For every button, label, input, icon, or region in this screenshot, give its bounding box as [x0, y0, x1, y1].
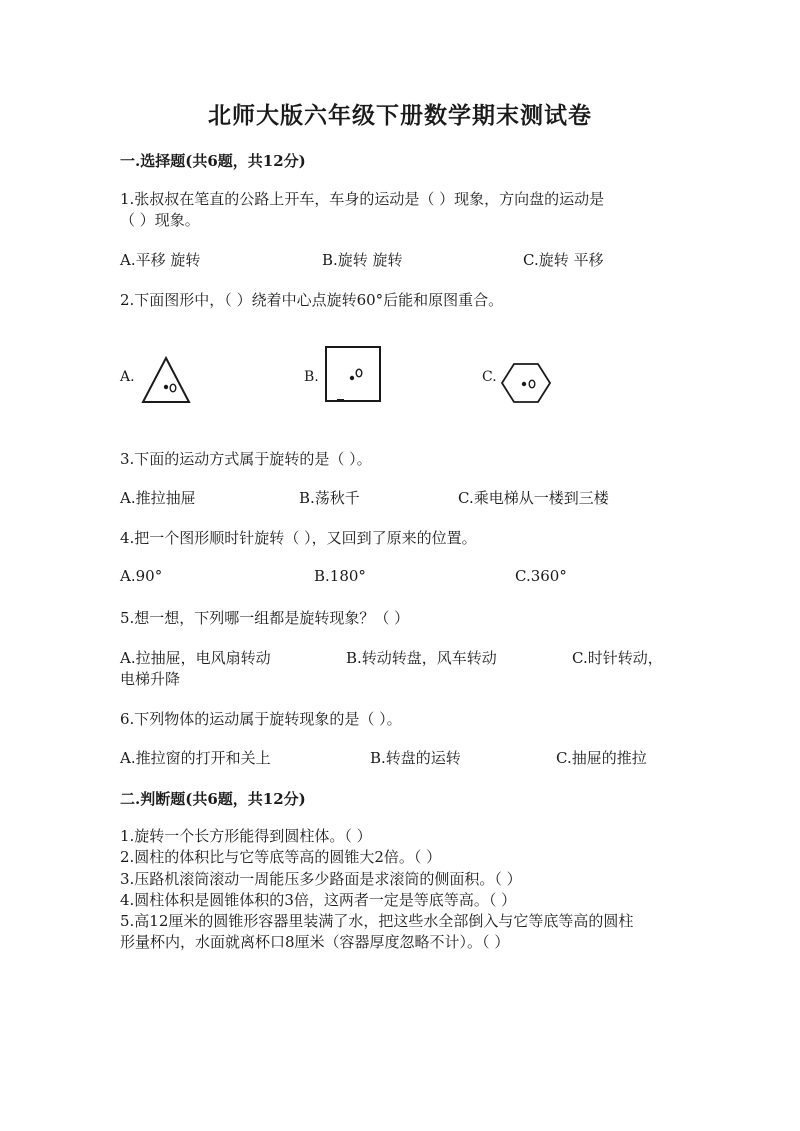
section-heading-judgement: 二.判断题(共6题，共12分): [120, 790, 306, 808]
question-1-text-cont: （ ）现象。: [120, 211, 200, 229]
question-5-option-a[interactable]: A.拉抽屉，电风扇转动: [120, 649, 271, 667]
question-6-option-b[interactable]: B.转盘的运转: [370, 749, 461, 767]
judgement-line-5: 5.高12厘米的圆锥形容器里装满了水，把这些水全部倒入与它等底等高的圆柱: [120, 912, 634, 930]
triangle-figure-icon: [140, 355, 192, 405]
judgement-line-2: 2.圆柱的体积比与它等底等高的圆锥大2倍。（ ）: [120, 848, 442, 866]
question-5-option-c[interactable]: C.时针转动，: [572, 649, 663, 667]
question-3-option-c[interactable]: C.乘电梯从一楼到三楼: [458, 489, 609, 507]
question-1-text: 1.张叔叔在笔直的公路上开车，车身的运动是（ ）现象，方向盘的运动是: [120, 190, 605, 208]
page-title: 北师大版六年级下册数学期末测试卷: [208, 102, 592, 129]
question-6-option-c[interactable]: C.抽屉的推拉: [556, 749, 647, 767]
question-5-option-b[interactable]: B.转动转盘，风车转动: [346, 649, 497, 667]
question-2-option-c[interactable]: C.: [482, 369, 497, 385]
question-3-text: 3.下面的运动方式属于旋转的是（ ）。: [120, 450, 372, 468]
question-5-text: 5.想一想，下列哪一组都是旋转现象？（ ）: [120, 609, 410, 627]
question-1-option-c[interactable]: C.旋转 平移: [523, 251, 604, 269]
square-figure-icon: [323, 345, 383, 405]
hexagon-figure-icon: [500, 362, 552, 404]
judgement-line-5-cont: 形量杯内，水面就离杯口8厘米（容器厚度忽略不计）。（ ）: [120, 933, 510, 951]
judgement-line-4: 4.圆柱体积是圆锥体积的3倍，这两者一定是等底等高。（ ）: [120, 891, 517, 909]
question-3-option-a[interactable]: A.推拉抽屉: [120, 489, 196, 507]
question-4-option-b[interactable]: B.180°: [314, 567, 366, 585]
question-6-text: 6.下列物体的运动属于旋转现象的是（ ）。: [120, 710, 402, 728]
question-4-option-a[interactable]: A.90°: [120, 567, 163, 585]
question-1-option-b[interactable]: B.旋转 旋转: [322, 251, 403, 269]
question-4-option-c[interactable]: C.360°: [515, 567, 567, 585]
question-2-option-b[interactable]: B.: [304, 369, 319, 385]
question-6-option-a[interactable]: A.推拉窗的打开和关上: [120, 749, 271, 767]
question-4-text: 4.把一个图形顺时针旋转（ ），又回到了原来的位置。: [120, 529, 477, 547]
question-2-text: 2.下面图形中，（ ）绕着中心点旋转60°后能和原图重合。: [120, 291, 504, 309]
section-heading-choice: 一.选择题(共6题，共12分): [120, 152, 306, 170]
question-1-option-a[interactable]: A.平移 旋转: [120, 251, 201, 269]
question-3-option-b[interactable]: B.荡秋千: [299, 489, 360, 507]
judgement-line-1: 1.旋转一个长方形能得到圆柱体。（ ）: [120, 827, 372, 845]
judgement-line-3: 3.压路机滚筒滚动一周能压多少路面是求滚筒的侧面积。（ ）: [120, 870, 522, 888]
question-5-option-c-cont: 电梯升降: [120, 670, 181, 688]
question-2-option-a[interactable]: A.: [120, 369, 135, 385]
